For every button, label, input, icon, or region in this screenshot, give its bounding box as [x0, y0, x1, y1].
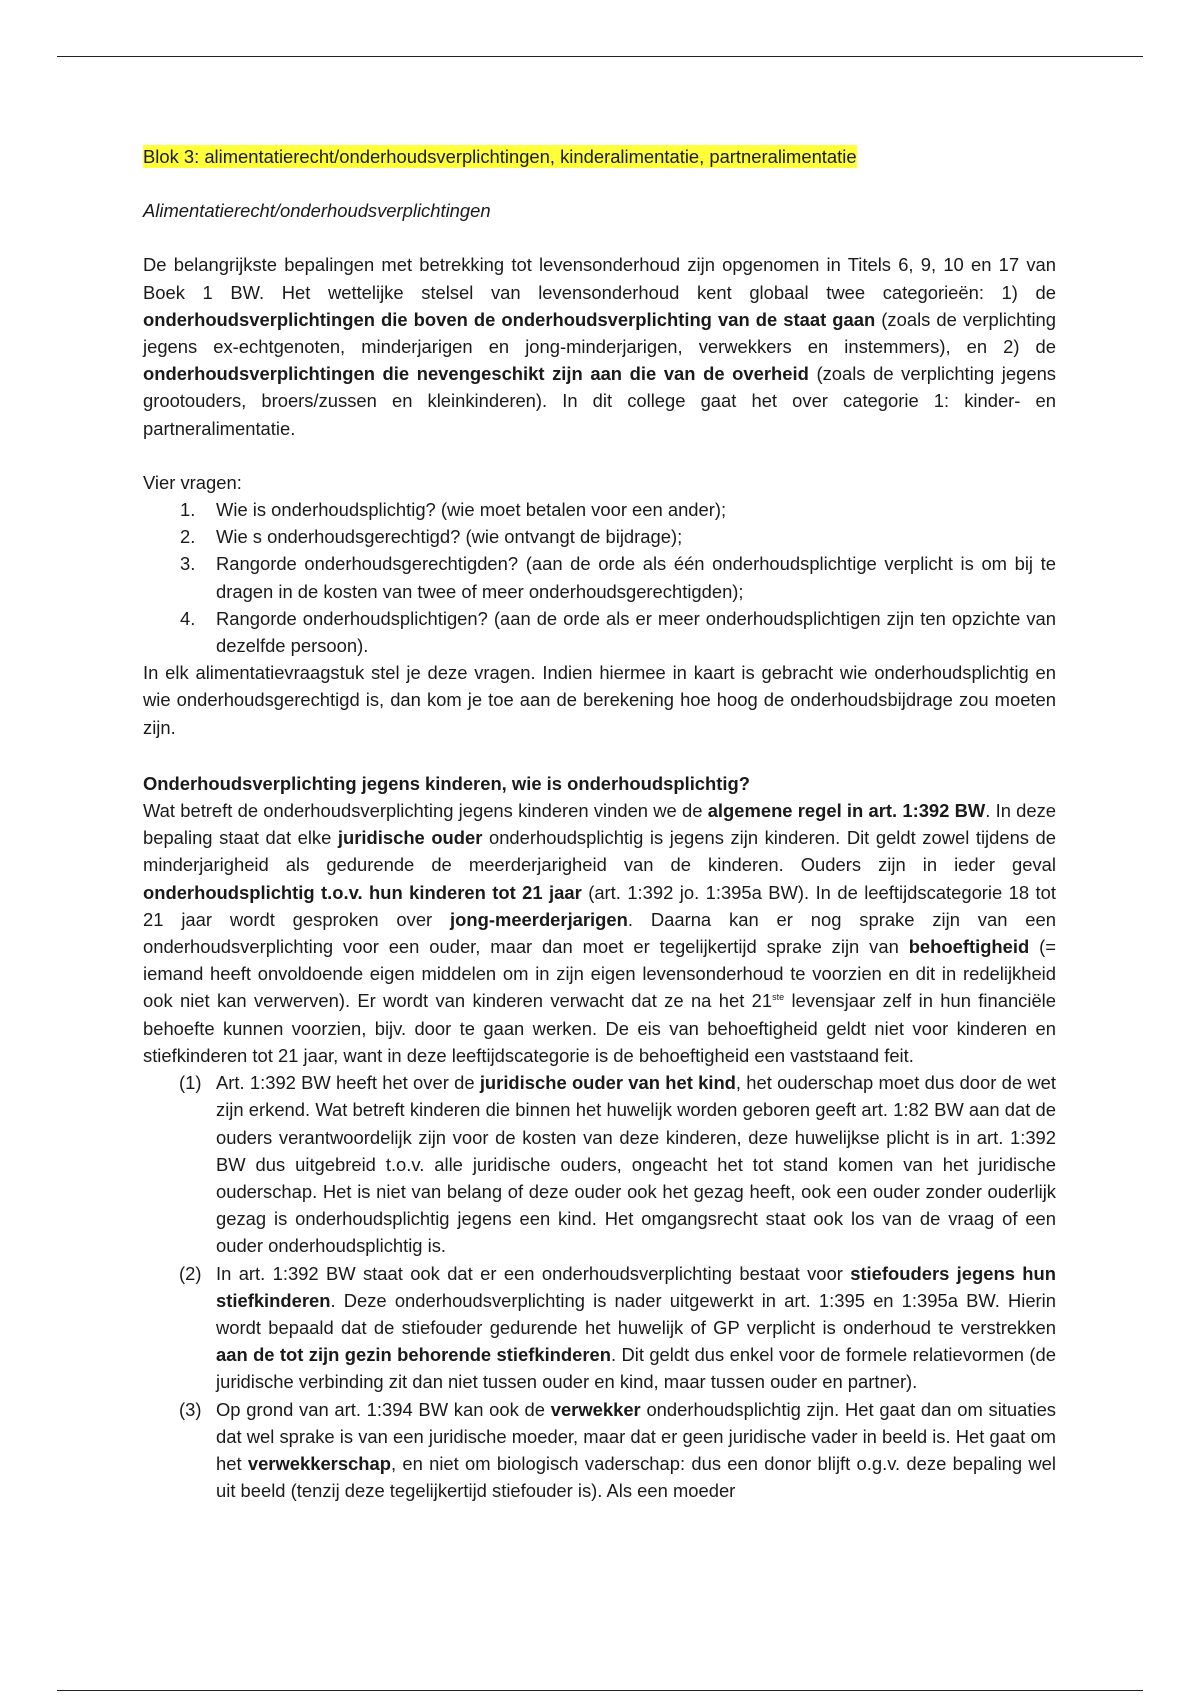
list-item	[143, 496, 1056, 523]
point-number: (3)	[179, 1398, 202, 1420]
list-item	[143, 550, 1056, 604]
list-number: 2.	[180, 526, 196, 548]
questions-list	[143, 496, 1056, 659]
list-number: 1.	[180, 499, 196, 521]
section-text-1: Wat betreft de onderhoudsverplichting jegens kinderen vinden we de	[143, 800, 708, 822]
list-text: Rangorde onderhoudsgerechtigden? (aan de orde als één onderhoudsplichtige verplicht is om bij te dragen in de kosten van twee of meer onderhoudsgerechtigden);	[216, 553, 1056, 602]
point-number: (2)	[179, 1262, 202, 1284]
intro-text-1: De belangrijkste bepalingen met betrekking tot levensonderhoud zijn opgenomen in Titels 6, 9, 10 en 17 van Boek 1 BW. Het wettelijke stelsel van levensonderhoud kent globaal twee categorieën: 1) de	[143, 254, 1056, 303]
header-rule	[57, 56, 1143, 57]
point-text: , en niet om biologisch vaderschap: dus een donor blijft o.g.v. deze bepaling wel uit beeld (tenzij deze tegelijkertijd stiefouder is). Als een moeder	[216, 1452, 1056, 1502]
list-item	[143, 605, 1056, 659]
point-item	[143, 1069, 1056, 1259]
intro-paragraph	[143, 251, 1056, 441]
list-number: 4.	[180, 607, 196, 629]
section-subtitle: Alimentatierecht/onderhoudsverplichtingen	[143, 200, 491, 222]
point-number: (1)	[179, 1072, 202, 1094]
point-item	[143, 1260, 1056, 1396]
list-item	[143, 523, 1056, 550]
document-page	[143, 143, 1056, 1504]
section-text-5: . Daarna kan er nog sprake zijn van een onderhoudsverplichting voor een ouder, maar dan moet er tegelijkertijd sprake zijn van	[143, 908, 1056, 958]
section-text-7: levensjaar zelf in hun financiële behoefte kunnen voorzien, bijv. door te gaan werken. De eis van behoeftigheid geldt niet voor kinderen en stiefkinderen tot 21 jaar, want in deze leeftijdscategorie is de behoeftigheid een vaststaand feit.	[143, 990, 1056, 1066]
point-bold: verwekkerschap	[247, 1452, 391, 1474]
section-text-4: (art. 1:392 jo. 1:395a BW). In de leeftijdscategorie 18 tot 21 jaar wordt gesproken over	[143, 881, 1056, 930]
section-text-6: (= iemand heeft onvoldoende eigen middelen om in zijn eigen levensonderhoud te voorzien en dit in redelijkheid ook niet kan verwerven). Er wordt van kinderen verwacht dat ze na het 21	[143, 936, 1056, 1012]
point-bold: juridische ouder van het kind	[479, 1072, 736, 1094]
section-bold-1: algemene regel in art. 1:392 BW	[707, 800, 986, 822]
section-text-2: . In deze bepaling staat dat elke	[143, 800, 1057, 849]
intro-text-3: (zoals de verplichting jegens grootouders, broers/zussen en kleinkinderen). In dit college gaat het over categorie 1: kinder- en partneralimentatie.	[143, 363, 1056, 439]
point-text: , het ouderschap moet dus door de wet zijn erkend. Wat betreft kinderen die binnen het huwelijk worden geboren geeft art. 1:82 BW aan dat de ouders verantwoordelijk zijn voor de kosten van deze kinderen, deze huwelijkse plicht is in art. 1:392 BW dus uitgebreid t.o.v. alle juridische ouders, ongeacht het tot stand komen van het juridische ouderschap. Het is niet van belang of deze ouder ook het gezag heeft, ook een ouder zonder ouderlijk gezag is onderhoudsplichtig jegens een kind. Het omgangsrecht staat ook los van de vraag of een ouder onderhoudsplichtig is.	[216, 1072, 1056, 1257]
superscript-ste: ste	[772, 992, 785, 1003]
section-text-3: onderhoudsplichtig is jegens zijn kinderen. Dit geldt zowel tijdens de minderjarigheid als gedurende de meerderjarigheid van de kinderen. Ouders zijn in ieder geval	[143, 827, 1056, 876]
list-text: Wie is onderhoudsplichtig? (wie moet betalen voor een ander);	[216, 499, 727, 521]
intro-bold-1: onderhoudsverplichtingen die boven de onderhoudsverplichting van de staat gaan	[143, 308, 876, 330]
section-bold-4: jong-meerderjarigen	[450, 908, 628, 930]
point-text: . Dit geldt dus enkel voor de formele relatievormen (de juridische verbinding zit dan niet tussen ouder en kind, maar tussen ouder en partner).	[216, 1344, 1056, 1393]
section-heading-text: Onderhoudsverplichting jegens kinderen, wie is onderhoudsplichtig?	[143, 772, 750, 794]
section-paragraph	[143, 797, 1056, 1069]
points-list	[143, 1069, 1056, 1504]
title-line	[143, 143, 1056, 170]
point-text: Art. 1:392 BW heeft het over de	[216, 1072, 480, 1094]
intro-text-2: (zoals de verplichting jegens ex-echtgenoten, minderjarigen en jong-minderjarigen, verwekkers en instemmers), en 2) de	[143, 308, 1056, 358]
point-bold: verwekker	[550, 1398, 641, 1420]
point-text: In art. 1:392 BW staat ook dat er een onderhoudsverplichting bestaat voor	[216, 1262, 851, 1284]
point-text: Op grond van art. 1:394 BW kan ook de	[216, 1398, 551, 1420]
point-text: onderhoudsplichtig zijn. Het gaat dan om situaties dat wel sprake is van een juridische moeder, maar dat er geen juridische vader in beeld is. Het gaat om het	[216, 1398, 1056, 1474]
point-bold: aan de tot zijn gezin behorende stiefkinderen	[216, 1344, 611, 1366]
section-bold-3: onderhoudsplichtig t.o.v. hun kinderen tot 21 jaar	[143, 881, 582, 903]
footer-rule	[57, 1690, 1143, 1691]
section-bold-5: behoeftigheid	[908, 936, 1030, 958]
intro-bold-2: onderhoudsverplichtingen die nevengeschikt zijn aan die van de overheid	[143, 363, 809, 385]
questions-closing: In elk alimentatievraagstuk stel je deze vragen. Indien hiermee in kaart is gebracht wie onderhoudsplichtig en wie onderhoudsgerechtigd is, dan kom je toe aan de berekening hoe hoog de onderhoudsbijdrage zou moeten zijn.	[143, 662, 1056, 738]
list-text: Wie s onderhoudsgerechtigd? (wie ontvangt de bijdrage);	[216, 526, 683, 548]
section-bold-2: juridische ouder	[337, 827, 483, 849]
point-text: . Deze onderhoudsverplichting is nader uitgewerkt in art. 1:395 en 1:395a BW. Hierin wordt bepaald dat de stiefouder gedurende het huwelijk of GP verplicht is onderhoud te verstrekken	[216, 1289, 1056, 1338]
list-number: 3.	[180, 553, 196, 575]
list-text: Rangorde onderhoudsplichtigen? (aan de orde als er meer onderhoudsplichtigen zijn ten opzichte van dezelfde persoon).	[216, 607, 1056, 657]
questions-heading: Vier vragen:	[143, 471, 242, 493]
section-heading	[143, 770, 1056, 797]
point-bold: stiefouders jegens hun stiefkinderen	[216, 1262, 1057, 1311]
document-title: Blok 3: alimentatierecht/onderhoudsverplichtingen, kinderalimentatie, partneralimentatie	[143, 146, 857, 167]
point-item	[143, 1396, 1056, 1505]
